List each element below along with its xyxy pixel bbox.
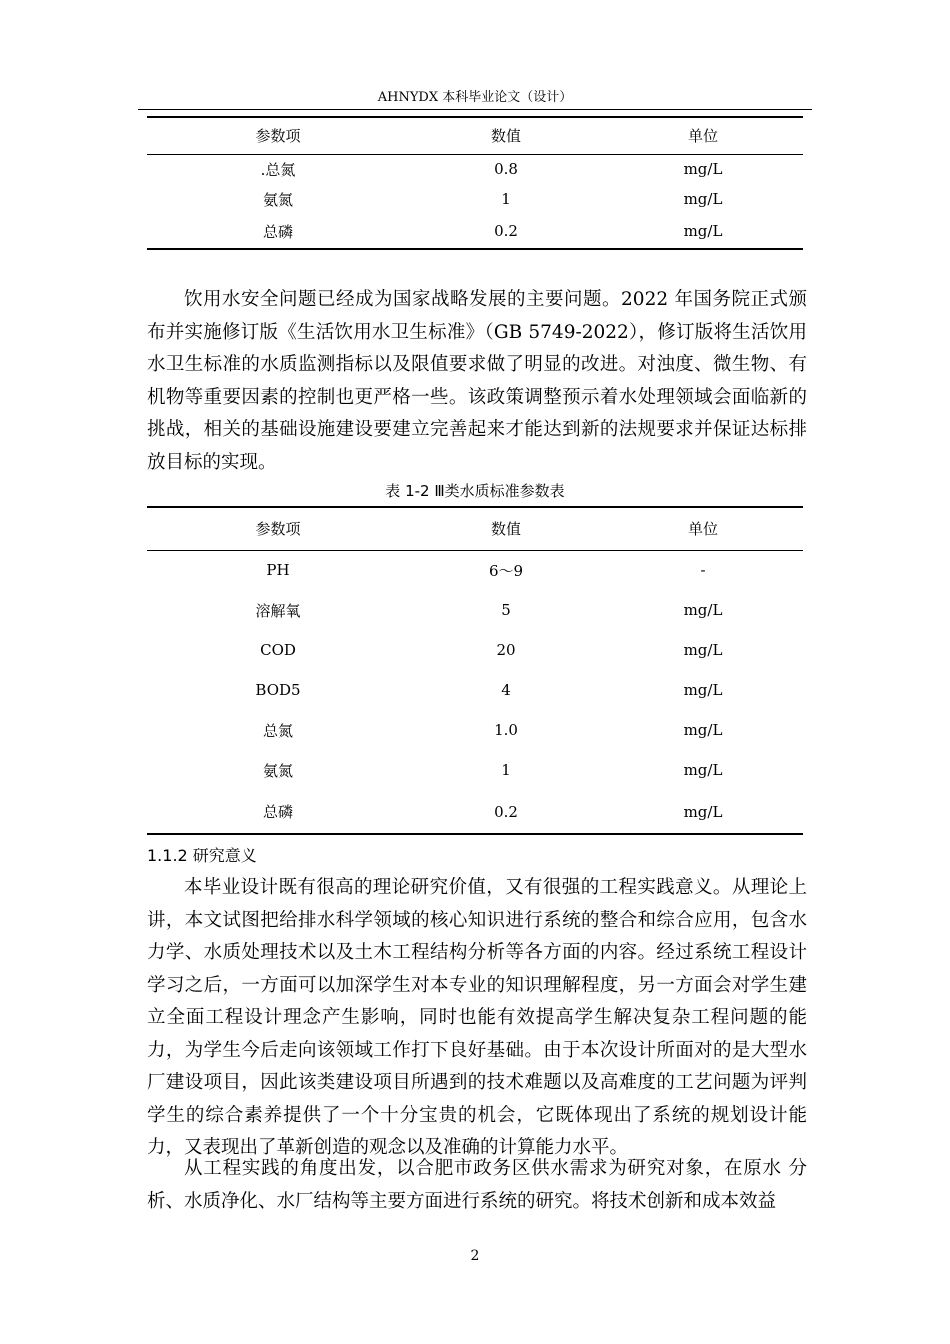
table-row: [147, 590, 803, 630]
table-cell: mg/L: [683, 761, 723, 779]
table-row: [147, 670, 803, 710]
table-cell: 0.2: [494, 802, 518, 821]
table-cell: .总氮: [260, 160, 296, 179]
parameter-table-1: [147, 116, 803, 250]
table-cell: mg/L: [683, 641, 723, 659]
table-cell: 1.0: [494, 721, 518, 739]
table-cell: mg/L: [683, 802, 723, 821]
table-cell: mg/L: [683, 160, 723, 179]
table-cell: mg/L: [683, 681, 723, 699]
table-cell: 0.2: [494, 222, 518, 240]
page-number: 2: [470, 1248, 480, 1264]
table-row: [147, 154, 803, 184]
table-cell: 溶解氧: [255, 601, 301, 620]
table-header-cell: 参数项: [147, 117, 409, 154]
table-cell: BOD5: [255, 681, 301, 699]
body-paragraph: 饮用水安全问题已经成为国家战略发展的主要问题。2022 年国务院正式颁布并实施修订版《生活饮用水卫生标准》（GB 5749-2022），修订版将生活饮用水卫生标准的水质监测指标以及限值要求做了明显的改进。对浊度、微生物、有机物等重要因素的控制也更严格一些。该政策调整预示着水处理领域会面临新的挑战，相关的基础设施建设要建立完善起来才能达到新的法规要求并保证达标排放目标的实现。: [147, 289, 807, 473]
table-header-cell: 数值: [409, 117, 603, 154]
table-row: [147, 630, 803, 670]
table-cell: 1: [501, 190, 511, 208]
table-header-cell: 单位: [603, 117, 803, 154]
table-row: [147, 710, 803, 750]
page-header: AHNYDX 本科毕业论文（设计）: [377, 90, 573, 105]
table-row: [147, 184, 803, 214]
table-row: [147, 550, 803, 590]
table-cell: PH: [266, 561, 290, 580]
parameter-table-2: [147, 506, 803, 835]
header-divider: [138, 109, 812, 110]
table-header-row: [147, 117, 803, 154]
table-row: [147, 790, 803, 834]
table-cell: 5: [501, 601, 511, 619]
table-header-cell: 单位: [603, 507, 803, 550]
body-paragraph: 从工程实践的角度出发，以合肥市政务区供水需求为研究对象，在原水 分析、水质净化、水厂结构等主要方面进行系统的研究。将技术创新和成本效益: [147, 1158, 807, 1212]
table-cell: 总磷: [262, 803, 293, 821]
table-header-row: [147, 507, 803, 550]
table-cell: mg/L: [683, 601, 723, 619]
table-cell: mg/L: [683, 222, 723, 240]
table-cell: COD: [260, 641, 296, 659]
table-caption: 表 1-2 Ⅲ类水质标准参数表: [385, 482, 565, 500]
table-row: [147, 214, 803, 249]
table-cell: 20: [496, 641, 516, 659]
table-cell: 总氮: [262, 721, 293, 740]
table-row: [147, 750, 803, 790]
table-cell: 1: [501, 761, 511, 779]
table-header-cell: 数值: [409, 507, 603, 550]
table-cell: 氨氮: [262, 761, 293, 780]
table-cell: 总磷: [262, 222, 293, 241]
table-cell: -: [700, 561, 706, 580]
table-header-cell: 参数项: [147, 507, 409, 550]
section-heading: 1.1.2 研究意义: [147, 846, 257, 865]
table-cell: 6～9: [488, 561, 524, 580]
table-cell: 氨氮: [262, 190, 293, 209]
table-cell: mg/L: [683, 190, 723, 208]
body-paragraph: 本毕业设计既有很高的理论研究价值，又有很强的工程实践意义。从理论上讲，本文试图把给排水科学领域的核心知识进行系统的整合和综合应用，包含水力学、水质处理技术以及土木工程结构分析等各方面的内容。经过系统工程设计学习之后，一方面可以加深学生对本专业的知识理解程度，另一方面会对学生建立全面工程设计理念产生影响，同时也能有效提高学生解决复杂工程问题的能力，为学生今后走向该领域工作打下良好基础。由于本次设计所面对的是大型水厂建设项目，因此该类建设项目所遇到的技术难题以及高难度的工艺问题为评判学生的综合素养提供了一个十分宝贵的机会，它既体现出了系统的规划设计能力，又表现出了革新创造的观念以及准确的计算能力水平。: [147, 877, 807, 1158]
table-cell: 0.8: [494, 160, 518, 179]
table-cell: 4: [501, 681, 511, 699]
table-cell: mg/L: [683, 721, 723, 739]
